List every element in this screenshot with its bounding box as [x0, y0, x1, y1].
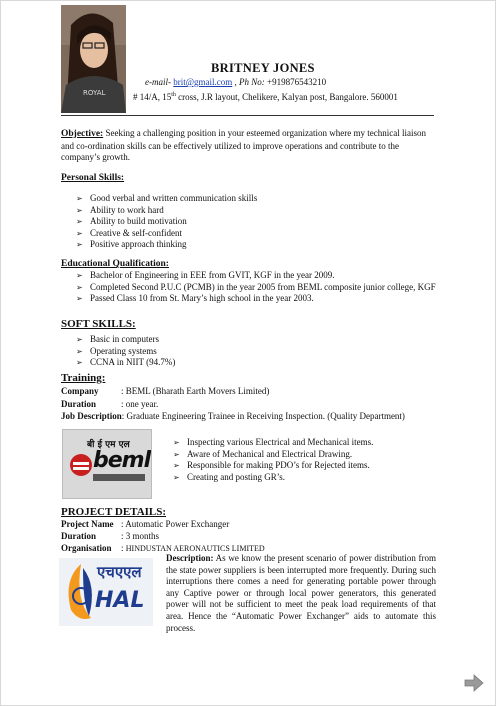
- beml-logo-text: beml: [93, 448, 151, 473]
- arrow-right-icon: [463, 673, 485, 693]
- list-item: ➢ Creative & self-confident: [76, 228, 376, 240]
- objective-text: Seeking a challenging position in your esteemed organization where my technical liaison and co-ordination skills can be effectively utilized to improve operations and contribute to the company’s growth.: [61, 128, 426, 162]
- list-item: ➢ Ability to build motivation: [76, 216, 376, 228]
- education-heading: Educational Qualification:: [61, 259, 169, 269]
- list-item: ➢ Good verbal and written communication skills: [76, 193, 376, 205]
- list-item: ➢ CCNA in NIIT (94.7%): [76, 357, 376, 369]
- address-part-1: # 14/A, 15: [133, 92, 172, 102]
- project-desc-text: As we know the present scenario of power distribution from the state power suppliers is been interrupted more frequently. During such interruptions there comes a need for generating portable power through any Captive power or through local power generators, this generated power will not be sufficient to meet the peak load requirements of that area. Hence the “Automatic Power Exchanger” aids to automate this process.: [166, 553, 436, 633]
- personal-skills-list: [76, 193, 376, 251]
- objective-section: [61, 128, 433, 164]
- hal-logo-hindi: एचएएल: [97, 563, 142, 581]
- soft-skills-heading: SOFT SKILLS:: [61, 318, 136, 330]
- training-duties-list: [173, 437, 463, 483]
- address-sup: th: [171, 92, 176, 98]
- list-item: ➢ Positive approach thinking: [76, 239, 376, 251]
- list-item: ➢ Basic in computers: [76, 334, 376, 346]
- list-item: ➢ Creating and posting GR’s.: [173, 472, 463, 484]
- list-item: ➢ Passed Class 10 from St. Mary’s high school in the year 2003.: [76, 293, 461, 305]
- list-item: ➢ Ability to work hard: [76, 205, 376, 217]
- project-name-value: Automatic Power Exchanger: [125, 519, 230, 529]
- training-company-row: Company : BEML (Bharath Earth Movers Limited): [61, 386, 270, 396]
- list-item: ➢ Bachelor of Engineering in EEE from GVIT, KGF in the year 2009.: [76, 270, 461, 282]
- profile-photo: [61, 5, 126, 113]
- address-line: [133, 90, 398, 104]
- list-item: ➢ Operating systems: [76, 346, 376, 358]
- phone-number: +919876543210: [267, 77, 327, 87]
- training-duration-row: Duration : one year.: [61, 399, 159, 409]
- objective-label: Objective:: [61, 129, 104, 139]
- project-description: [166, 553, 436, 634]
- phone-label: , Ph No:: [232, 77, 268, 87]
- soft-skills-list: [76, 334, 376, 369]
- project-duration-value: 3 months: [125, 531, 160, 541]
- list-item: ➢ Completed Second P.U.C (PCMB) in the year 2005 from BEML composite junior college, KGF: [76, 282, 461, 294]
- training-heading: Training:: [61, 372, 106, 384]
- contact-line: [145, 77, 326, 89]
- project-heading: PROJECT DETAILS:: [61, 506, 167, 518]
- hal-logo-text: HAL: [95, 588, 145, 613]
- duration-value: one year.: [125, 399, 159, 409]
- list-item: ➢ Responsible for making PDO’s for Rejected items.: [173, 460, 463, 472]
- project-name-label: Project Name: [61, 519, 114, 529]
- list-item: ➢ Aware of Mechanical and Electrical Drawing.: [173, 449, 463, 461]
- beml-logo-hindi: बी ई एम एल: [87, 440, 130, 450]
- svg-text:ROYAL: ROYAL: [83, 89, 106, 97]
- project-org-row: Organisation : HINDUSTAN AERONAUTICS LIMITED: [61, 543, 265, 553]
- next-page-button[interactable]: [463, 673, 485, 693]
- candidate-name: BRITNEY JONES: [211, 61, 315, 75]
- header-divider: [61, 115, 434, 116]
- list-item: ➢ Inspecting various Electrical and Mechanical items.: [173, 437, 463, 449]
- company-label: Company: [61, 386, 99, 396]
- email-link[interactable]: brit@gmail.com: [173, 77, 233, 87]
- project-org-value: HINDUSTAN AERONAUTICS LIMITED: [125, 544, 265, 553]
- address-part-2: cross, J.R layout, Chelikere, Kalyan post, Bangalore. 560001: [175, 92, 398, 102]
- project-duration-row: Duration : 3 months: [61, 531, 160, 541]
- jobdesc-value: Graduate Engineering Trainee in Receiving Inspection. (Quality Department): [126, 411, 405, 421]
- education-list: [76, 270, 461, 305]
- beml-logo: [62, 429, 152, 499]
- jobdesc-label: Job Description: [61, 411, 122, 421]
- project-name-row: Project Name : Automatic Power Exchanger: [61, 519, 230, 529]
- hal-logo: [59, 558, 153, 626]
- training-jobdesc-row: Job Description: Graduate Engineering Trainee in Receiving Inspection. (Quality Department): [61, 411, 405, 421]
- personal-skills-heading: Personal Skills:: [61, 173, 125, 183]
- project-duration-label: Duration: [61, 531, 97, 541]
- duration-label: Duration: [61, 399, 97, 409]
- company-value: BEML (Bharath Earth Movers Limited): [125, 386, 270, 396]
- project-org-label: Organisation: [61, 543, 112, 553]
- project-desc-label: Description:: [166, 553, 214, 563]
- email-label: e-mail-: [145, 77, 174, 87]
